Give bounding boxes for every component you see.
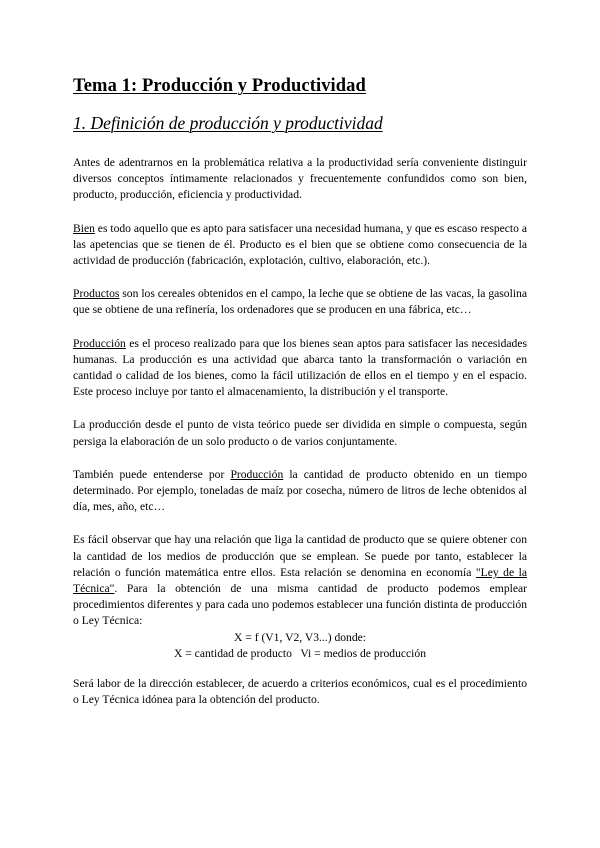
term-produccion: Producción [73, 336, 126, 350]
paragraph-simple-compuesta: La producción desde el punto de vista teórico puede ser dividida en simple o compuesta, según persiga la elaboración de un solo producto o de varios conjuntamente. [73, 418, 527, 448]
paragraph-bien [73, 221, 527, 270]
paragraph-ley-tecnica-text: . Para la obtención de una misma cantidad de producto podemos emplear procedimientos diferentes y para cada uno podemos establecer una función distinta de producción o Ley Técnica: [73, 582, 527, 628]
paragraph-produccion-cantidad-pre: También puede entenderse por [73, 467, 231, 481]
document-title: Tema 1: Producción y Productividad [73, 76, 366, 96]
paragraph-productos-text: son los cereales obtenidos en el campo, la leche que se obtiene de las vacas, la gasolina que se obtiene de una refinería, los ordenadores que se producen en una fábrica, etc… [73, 287, 527, 317]
paragraph-bien-text: es todo aquello que es apto para satisfacer una necesidad humana, y que es escaso respecto a las apetencias que se tienen de él. Producto es el bien que se obtiene como consecuencia de la actividad de producción (fabricación, explotación, cultivo, elaboración, etc.). [73, 221, 527, 268]
term-bien: Bien [73, 221, 95, 235]
paragraph-produccion-cantidad [73, 467, 527, 516]
paragraph-produccion-text: es el proceso realizado para que los bienes sean aptos para satisfacer las necesidades humanas. La producción es una actividad que abarca tanto la transformación o variación en cantidad o calidad de los bienes, como la fácil utilización de ellos en el tiempo y en el espacio. Este proceso incluye por tanto el almacenamiento, la distribución y el transporte. [73, 336, 527, 399]
paragraph-produccion [73, 336, 527, 401]
paragraph-intro: Antes de adentrarnos en la problemática relativa a la productividad sería conveniente distinguir diversos conceptos íntimamente relacionados y frecuentemente confundidos como son bien, producto, producción, eficiencia y productividad. [73, 156, 527, 202]
term-productos: Productos [73, 287, 120, 301]
formula-line-2: X = cantidad de producto Vi = medios de producción [173, 646, 427, 660]
paragraph-ley-tecnica [73, 532, 527, 629]
paragraph-ley-tecnica-pre: Es fácil observar que hay una relación que liga la cantidad de producto que se quiere obtener con la cantidad de los medios de producción que se emplean. Se puede por tanto, establecer la relación o función matemática entre ellos. Esta relación se denomina en economía [73, 533, 527, 579]
formula-line-1: X = f (V1, V2, V3...) donde: [233, 630, 367, 644]
paragraph-productos [73, 286, 527, 318]
section-title: 1. Definición de producción y productividad [73, 113, 383, 133]
paragraph-conclusion: Será labor de la dirección establecer, de acuerdo a criterios económicos, cual es el procedimiento o Ley Técnica idónea para la obtención del producto. [73, 677, 527, 707]
term-ley-tecnica: "Ley de la Técnica" [73, 565, 528, 596]
paragraph-produccion-cantidad-text: la cantidad de producto obtenido en un tiempo determinado. Por ejemplo, toneladas de maíz por cosecha, número de litros de leche obtenidos al día, mes, año, etc… [73, 467, 527, 514]
term-produccion-2: Producción [230, 467, 284, 481]
document-page [73, 76, 527, 708]
